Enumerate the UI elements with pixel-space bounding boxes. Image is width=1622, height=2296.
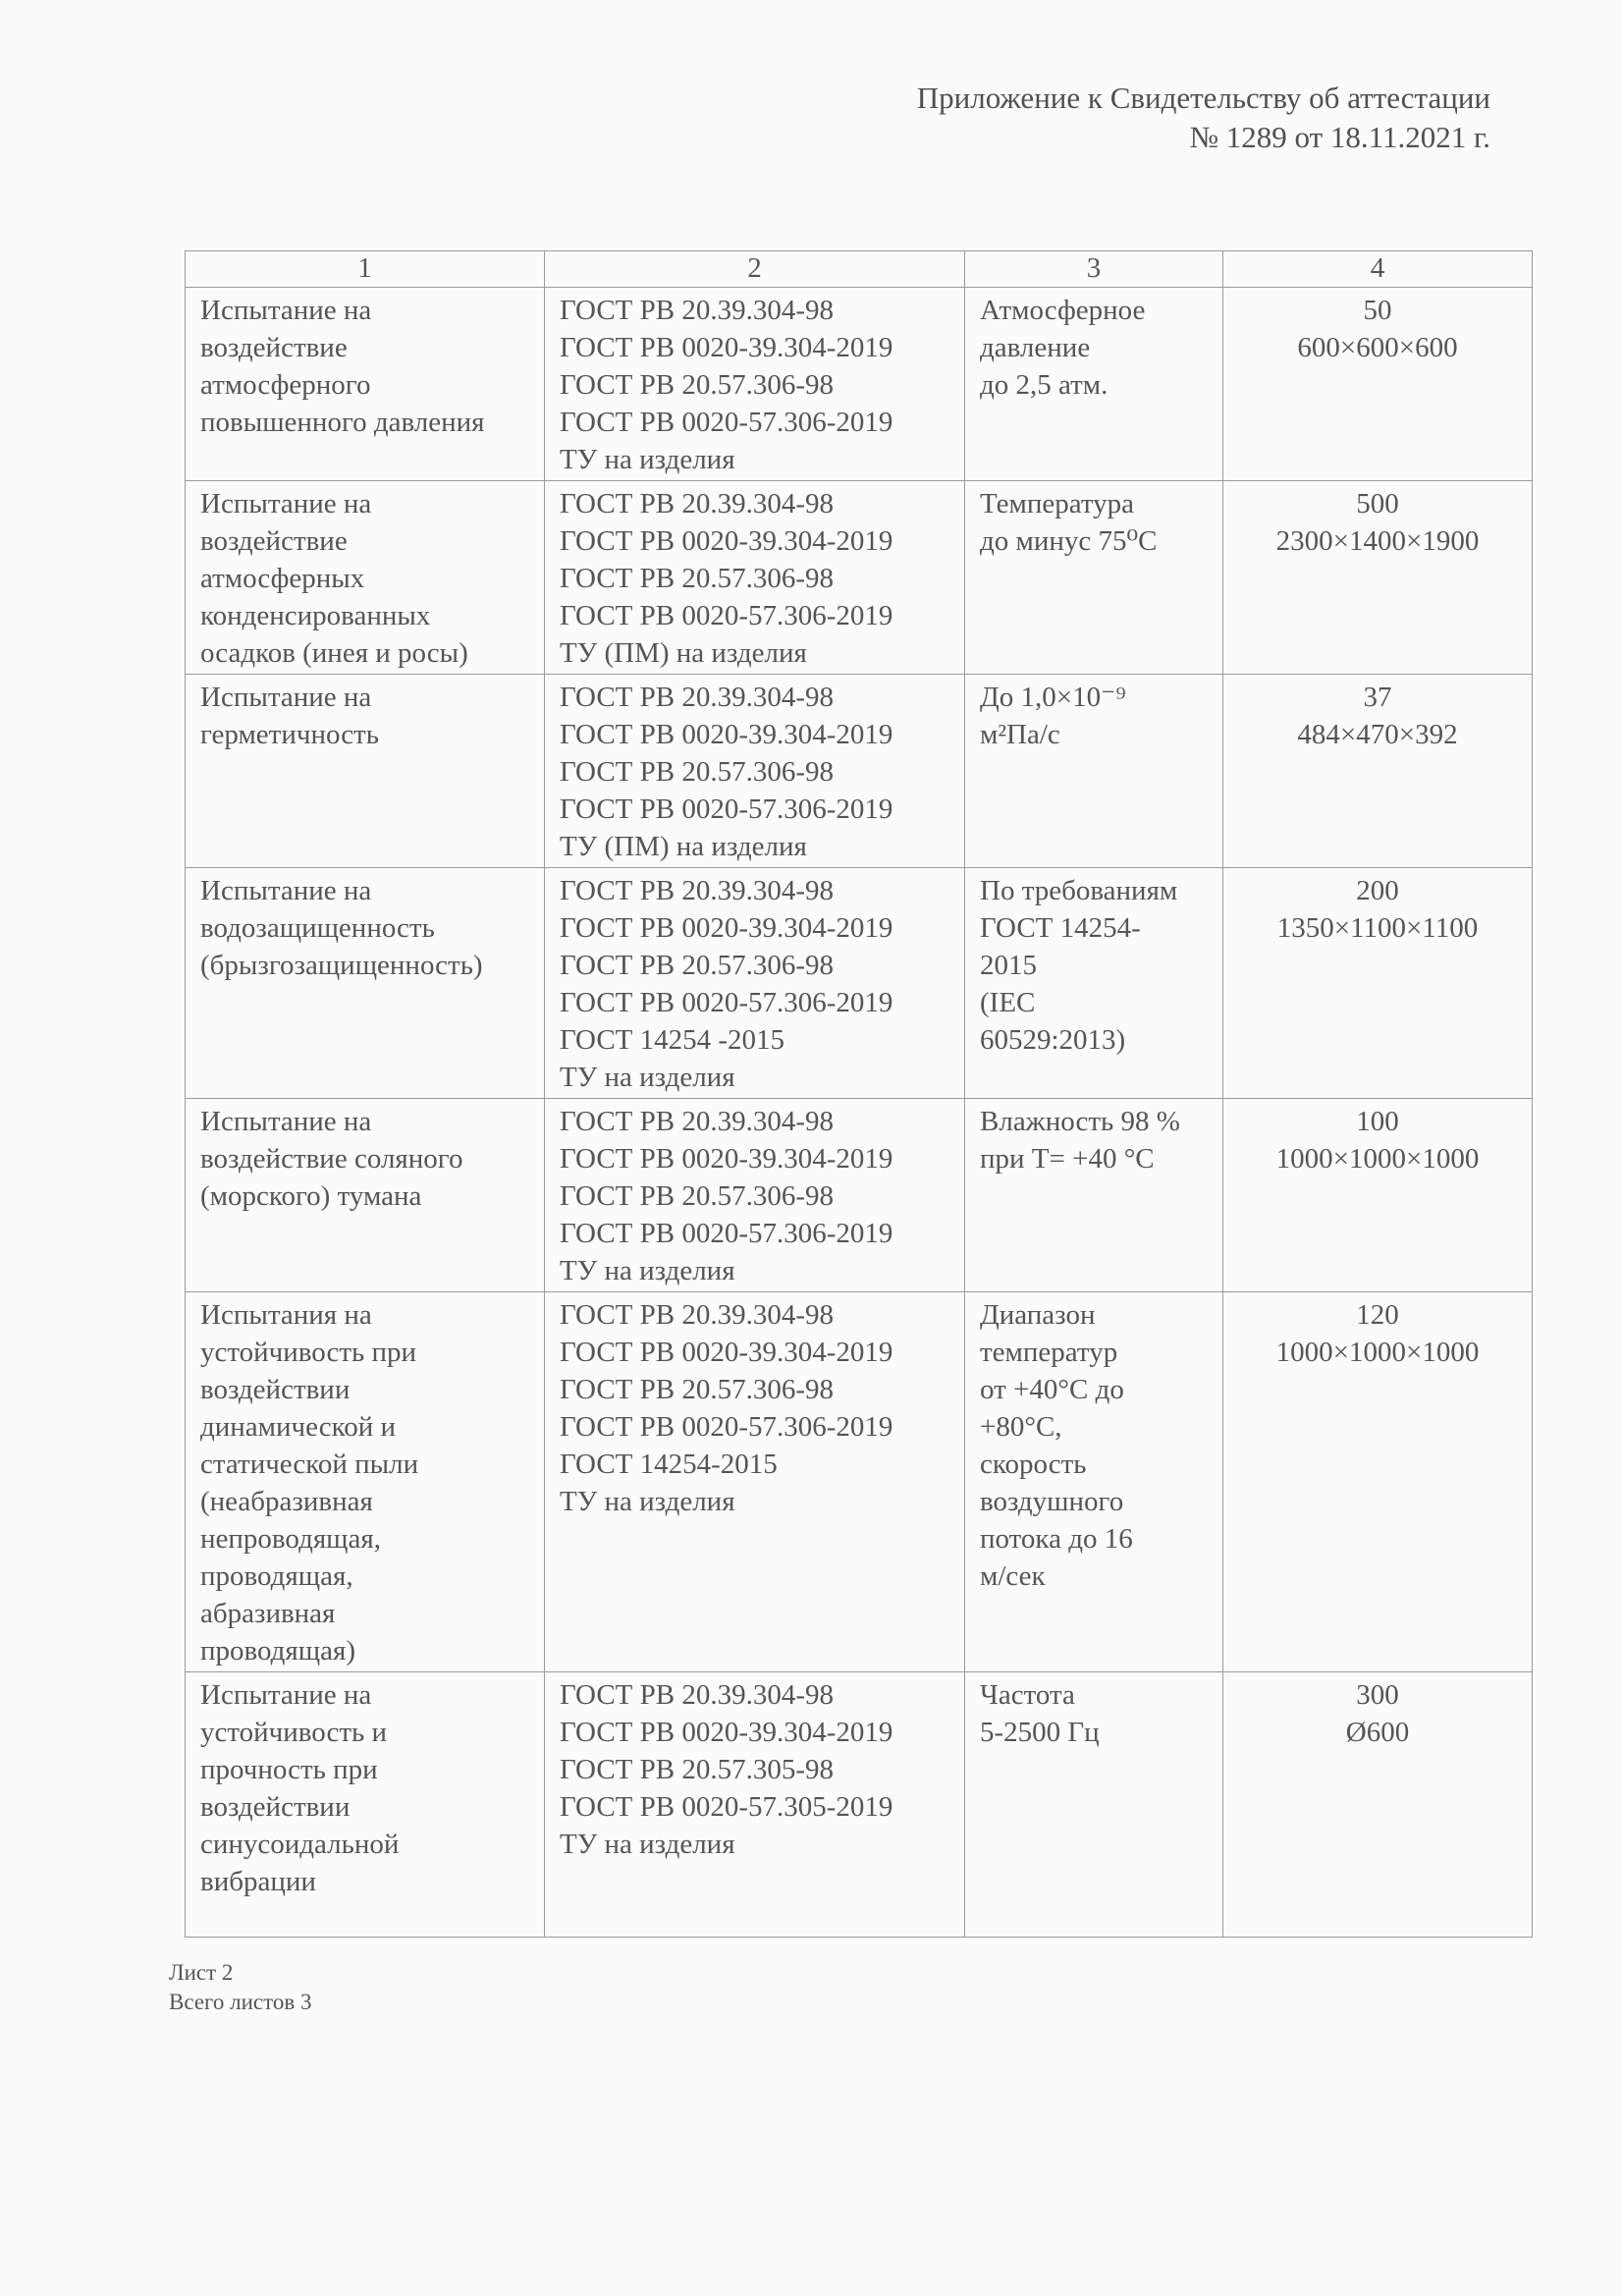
cell-line: 60529:2013): [980, 1024, 1126, 1056]
cell-line: 600×600×600: [1297, 332, 1458, 363]
cell-line: ГОСТ РВ 20.39.304-98: [560, 1679, 835, 1711]
cell-line: ТУ на изделия: [560, 1062, 735, 1093]
cell-line: абразивная: [200, 1598, 336, 1629]
cell-line: водозащищенность: [200, 912, 435, 944]
test-name-cell: [186, 288, 545, 481]
cell-line: Диапазон: [980, 1299, 1096, 1331]
cell-line: воздействие соляного: [200, 1143, 463, 1175]
cell-line: температур: [980, 1337, 1118, 1368]
cell-line: повышенного давления: [200, 407, 485, 438]
column-header-3: 3: [965, 251, 1223, 288]
cell-line: давление: [980, 332, 1091, 363]
document-footer: [169, 1958, 312, 2017]
header-line-1: Приложение к Свидетельству об аттестации: [916, 81, 1490, 115]
cell-line: Частота: [980, 1679, 1075, 1711]
cell-line: Ø600: [1345, 1717, 1410, 1748]
cell-line: (неабразивная: [200, 1486, 373, 1517]
column-header-1: 1: [186, 251, 545, 288]
sheet-total: Всего листов 3: [169, 1990, 312, 2014]
table-row: [186, 1672, 1533, 1938]
capacity-cell: [1223, 288, 1533, 481]
cell-line: динамической и: [200, 1411, 396, 1443]
cell-line: ГОСТ РВ 20.39.304-98: [560, 488, 835, 519]
table-row: [186, 1099, 1533, 1292]
cell-line: 100: [1356, 1106, 1399, 1137]
cell-line: ГОСТ РВ 0020-57.305-2019: [560, 1791, 893, 1823]
cell-line: осадков (инея и росы): [200, 637, 468, 669]
standards-cell: [545, 675, 965, 868]
standards-cell: [545, 1099, 965, 1292]
capacity-cell: [1223, 1099, 1533, 1292]
cell-line: м²Па/с: [980, 719, 1060, 750]
header-line-2: № 1289 от 18.11.2021 г.: [1189, 120, 1490, 154]
cell-line: потока до 16: [980, 1523, 1133, 1555]
parameters-cell: [965, 288, 1223, 481]
cell-line: непроводящая,: [200, 1523, 381, 1555]
cell-line: 2015: [980, 950, 1037, 981]
cell-line: ГОСТ РВ 20.57.306-98: [560, 369, 835, 401]
cell-line: ГОСТ РВ 0020-57.306-2019: [560, 987, 893, 1018]
standards-cell: [545, 1672, 965, 1938]
standards-cell: [545, 1292, 965, 1672]
cell-line: атмосферных: [200, 563, 365, 594]
cell-line: +80°С,: [980, 1411, 1062, 1443]
cell-line: ГОСТ РВ 20.39.304-98: [560, 295, 835, 326]
cell-line: 1000×1000×1000: [1275, 1337, 1480, 1368]
cell-line: устойчивость и: [200, 1717, 388, 1748]
cell-line: ГОСТ РВ 20.39.304-98: [560, 682, 835, 713]
cell-line: ТУ (ПМ) на изделия: [560, 637, 807, 669]
cell-line: Испытание на: [200, 488, 372, 519]
capacity-cell: [1223, 1292, 1533, 1672]
cell-line: ГОСТ 14254-: [980, 912, 1141, 944]
cell-line: 50: [1363, 295, 1392, 326]
cell-line: 200: [1356, 875, 1399, 906]
cell-line: (IEC: [980, 987, 1036, 1018]
cell-line: ГОСТ РВ 0020-57.306-2019: [560, 600, 893, 631]
cell-line: при Т= +40 °С: [980, 1143, 1155, 1175]
cell-line: статической пыли: [200, 1449, 419, 1480]
cell-line: ГОСТ РВ 0020-39.304-2019: [560, 525, 893, 557]
cell-line: Испытания на: [200, 1299, 372, 1331]
parameters-cell: [965, 481, 1223, 675]
table-row: [186, 675, 1533, 868]
cell-line: проводящая): [200, 1635, 355, 1667]
cell-line: ТУ на изделия: [560, 1829, 735, 1860]
capacity-cell: [1223, 1672, 1533, 1938]
cell-line: Атмосферное: [980, 295, 1146, 326]
cell-line: 5-2500 Гц: [980, 1717, 1100, 1748]
capacity-cell: [1223, 675, 1533, 868]
cell-line: ТУ на изделия: [560, 444, 735, 475]
column-header-2: 2: [545, 251, 965, 288]
cell-line: скорость: [980, 1449, 1087, 1480]
standards-cell: [545, 868, 965, 1099]
cell-line: (морского) тумана: [200, 1180, 422, 1212]
cell-line: ГОСТ 14254 -2015: [560, 1024, 785, 1056]
cell-line: воздействии: [200, 1374, 351, 1405]
cell-line: устойчивость при: [200, 1337, 417, 1368]
capacity-cell: [1223, 481, 1533, 675]
cell-line: ГОСТ РВ 20.57.306-98: [560, 756, 835, 788]
cell-line: вибрации: [200, 1866, 316, 1897]
cell-line: 500: [1356, 488, 1399, 519]
test-name-cell: [186, 1099, 545, 1292]
cell-line: ГОСТ РВ 20.57.306-98: [560, 1374, 835, 1405]
test-name-cell: [186, 868, 545, 1099]
cell-line: ТУ на изделия: [560, 1255, 735, 1286]
cell-line: ГОСТ РВ 0020-39.304-2019: [560, 1143, 893, 1175]
cell-line: Испытание на: [200, 682, 372, 713]
cell-line: До 1,0×10⁻⁹: [980, 682, 1126, 713]
standards-cell: [545, 481, 965, 675]
test-name-cell: [186, 1672, 545, 1938]
table-body: [186, 288, 1533, 1938]
cell-line: герметичность: [200, 719, 379, 750]
cell-line: до минус 75⁰С: [980, 525, 1158, 557]
capacity-cell: [1223, 868, 1533, 1099]
cell-line: Влажность 98 %: [980, 1106, 1180, 1137]
parameters-cell: [965, 1099, 1223, 1292]
cell-line: ГОСТ РВ 20.57.306-98: [560, 1180, 835, 1212]
cell-line: ГОСТ РВ 0020-57.306-2019: [560, 407, 893, 438]
cell-line: атмосферного: [200, 369, 371, 401]
sheet-number: Лист 2: [169, 1960, 234, 1985]
cell-line: воздействие: [200, 332, 348, 363]
cell-line: 1350×1100×1100: [1276, 912, 1479, 944]
cell-line: ГОСТ РВ 0020-39.304-2019: [560, 332, 893, 363]
cell-line: ГОСТ РВ 20.39.304-98: [560, 1299, 835, 1331]
standards-cell: [545, 288, 965, 481]
cell-line: конденсированных: [200, 600, 431, 631]
cell-line: ГОСТ РВ 20.57.306-98: [560, 950, 835, 981]
cell-line: ГОСТ 14254-2015: [560, 1449, 778, 1480]
cell-line: 300: [1356, 1679, 1399, 1711]
cell-line: Испытание на: [200, 1679, 372, 1711]
cell-line: ГОСТ РВ 0020-39.304-2019: [560, 1717, 893, 1748]
cell-line: проводящая,: [200, 1560, 353, 1592]
cell-line: синусоидальной: [200, 1829, 400, 1860]
cell-line: (брызгозащищенность): [200, 950, 483, 981]
cell-line: Температура: [980, 488, 1135, 519]
document-header: [917, 79, 1490, 157]
cell-line: воздушного: [980, 1486, 1124, 1517]
cell-line: По требованиям: [980, 875, 1178, 906]
parameters-cell: [965, 675, 1223, 868]
cell-line: ГОСТ РВ 0020-57.306-2019: [560, 1218, 893, 1249]
cell-line: от +40°С до: [980, 1374, 1124, 1405]
cell-line: 484×470×392: [1297, 719, 1458, 750]
cell-line: ГОСТ РВ 20.39.304-98: [560, 1106, 835, 1137]
cell-line: Испытание на: [200, 295, 372, 326]
cell-line: 1000×1000×1000: [1275, 1143, 1480, 1175]
cell-line: воздействии: [200, 1791, 351, 1823]
parameters-cell: [965, 868, 1223, 1099]
cell-line: ГОСТ РВ 20.57.305-98: [560, 1754, 835, 1785]
cell-line: Испытание на: [200, 1106, 372, 1137]
cell-line: ТУ на изделия: [560, 1486, 735, 1517]
test-name-cell: [186, 675, 545, 868]
table-row: [186, 288, 1533, 481]
cell-line: 37: [1363, 682, 1392, 713]
test-name-cell: [186, 1292, 545, 1672]
cell-line: ГОСТ РВ 0020-39.304-2019: [560, 1337, 893, 1368]
cell-line: прочность при: [200, 1754, 378, 1785]
cell-line: 120: [1356, 1299, 1399, 1331]
parameters-cell: [965, 1292, 1223, 1672]
table-row: [186, 481, 1533, 675]
cell-line: Испытание на: [200, 875, 372, 906]
parameters-cell: [965, 1672, 1223, 1938]
cell-line: м/сек: [980, 1560, 1046, 1592]
cell-line: ГОСТ РВ 0020-39.304-2019: [560, 719, 893, 750]
cell-line: ГОСТ РВ 0020-57.306-2019: [560, 793, 893, 825]
cell-line: ГОСТ РВ 0020-57.306-2019: [560, 1411, 893, 1443]
cell-line: 2300×1400×1900: [1275, 525, 1480, 557]
table-row: [186, 868, 1533, 1099]
cell-line: ГОСТ РВ 20.57.306-98: [560, 563, 835, 594]
cell-line: ГОСТ РВ 20.39.304-98: [560, 875, 835, 906]
test-name-cell: [186, 481, 545, 675]
cell-line: воздействие: [200, 525, 348, 557]
cell-line: ТУ (ПМ) на изделия: [560, 831, 807, 862]
table-row: [186, 1292, 1533, 1672]
cell-line: ГОСТ РВ 0020-39.304-2019: [560, 912, 893, 944]
column-header-4: 4: [1223, 251, 1533, 288]
cell-line: до 2,5 атм.: [980, 369, 1108, 401]
tests-table: [185, 250, 1533, 1938]
table-header-row: [186, 251, 1533, 288]
